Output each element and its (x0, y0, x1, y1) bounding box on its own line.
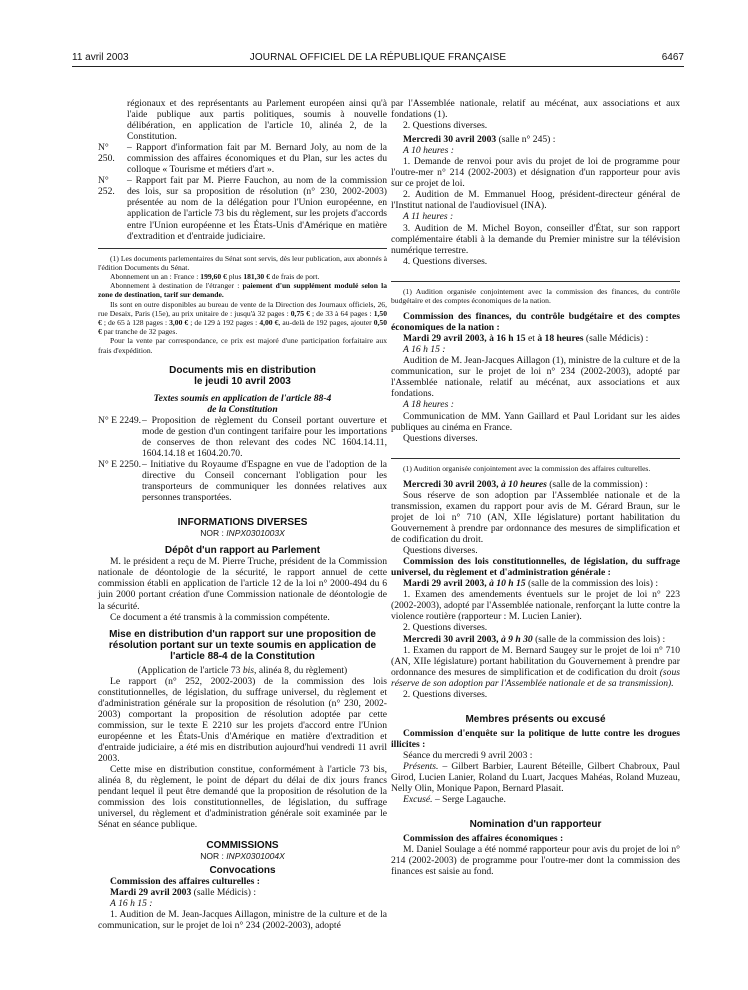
fn-text: Abonnement un an : France : (110, 272, 201, 282)
cont-questions: 2. Questions diverses. (403, 120, 488, 132)
lois-date-bold: Mercredi 30 avril 2003, (403, 633, 501, 645)
lois-date-1 (391, 578, 680, 589)
header-rule (72, 66, 684, 67)
footnote-subscription (98, 272, 387, 281)
lois-date-time: à 9 h 30 (500, 633, 533, 645)
lois-date-room: (salle de la commission des lois) : (525, 578, 659, 590)
fn-text: Ils sont en outre disponibles au bureau de vente de la Direction des Journaux officiels, 26, rue Desaix, Paris (15e), au prix unitaire de : jusqu'à 32 pages : (98, 299, 387, 318)
docs-subtitle-line-2: de la Constitution (207, 403, 278, 415)
doc-e2249-number: N° E 2249. (98, 414, 142, 426)
depot-title: Dépôt d'un rapport au Parlement (164, 545, 321, 557)
fin-date-room: (salle Médicis) : (583, 333, 649, 345)
docs-title-line-1: Documents mis en distribution (169, 364, 316, 376)
lois-date-room: (salle de la commission des lois) : (532, 633, 666, 645)
doc-252-number: N° 252. (98, 175, 115, 198)
mise-paragraph-1: Le rapport (n° 252, 2002-2003) de la commission des lois constitutionnelles, de législation, du suffrage universel, du règlement et d'administration générale sur la proposition de résolution (n° 230, 2002-2003) comportant la proposition de résolution adoptée par cette commission, sur le texte E 2210 sur les projets d'accord entre l'Union européenne et les États-Unis d'Amérique en matière d'extradition et d'entraide judiciaire, a été mis en distribution aujourd'hui vendredi 11 avril 2003. (98, 675, 387, 764)
left-column (98, 98, 387, 932)
lois-date-2 (391, 634, 680, 645)
lois-commission-title: Commission des lois constitutionnelles, de législation, du suffrage universel, du règlement et d'administration générale : (391, 556, 680, 579)
fn-bold-text: paiement d'un supplément modulé selon la zone de destination, tarif sur demande. (98, 281, 388, 300)
footnote-1: (1) Les documents parlementaires du Sénat sont servis, dès leur publication, aux abonnés à l'édition Documents du Sénat. (98, 253, 387, 272)
mise-title: Mise en distribution d'un rapport sur une proposition de résolution portant sur un texte soumis en application de l'article 88-4 de la Constitution (108, 628, 377, 662)
fn-price: 4,00 € (259, 318, 279, 328)
doc-250-number: N° 250. (98, 142, 115, 165)
cult-commission-title: Commission des affaires culturelles : (110, 876, 260, 888)
doc-250 (98, 142, 387, 175)
nor-label: NOR : (200, 528, 227, 539)
fin-wed-bold: Mercredi 30 avril 2003, (403, 478, 501, 490)
wed-item-2: 2. Audition de M. Emmanuel Hoog, président-directeur général de l'Institut national de l'audiovisuel (INA). (391, 189, 680, 212)
intro-continuation: régionaux et des représentants au Parlement européen ainsi qu'à l'aide publique aux partis politiques, soumis à nouvelle délibération, en application de l'article 10, alinéa 2, de la Constitution. (127, 98, 387, 143)
nor-reference-2 (98, 851, 387, 862)
header-page-number: 6467 (661, 52, 684, 63)
cont-paragraph: par l'Assemblée nationale, relatif au mécénat, aux associations et aux fondations (1). (391, 98, 680, 121)
presents-label: Présents. (403, 760, 439, 772)
mise-sub-text: , alinéa 8, du règlement) (254, 664, 348, 676)
lois-date-time: à 10 h 15 (489, 578, 526, 590)
enquete-presents (391, 761, 680, 794)
fn-text: ; de 33 à 64 pages : (309, 308, 374, 318)
fn-text: Abonnement à destination de l'étranger : (110, 281, 243, 291)
fn-price: 1,50 € (98, 308, 387, 328)
footnote-rule (391, 281, 680, 282)
fin-wed-paragraph: Sous réserve de son adoption par l'Assemblée nationale et de la transmission, examen du rapport pour avis de M. Gérard Braun, sur le projet de loi n° 710 (AN, XIIe législature) portant habilitation du Gouvernement à prendre par ordonnance des mesures de simplification et de codification du droit. (391, 489, 680, 546)
depot-paragraph-1: M. le président a reçu de M. Pierre Truche, président de la Commission nationale de déontologie de la sécurité, le rapport annuel de cette commission établi en application de l'article 12 de la loi n° 2000-494 du 6 juin 2000 portant création d'une Commission nationale de déontologie de la sécurité. (98, 556, 387, 612)
cult-date-room: (salle Médicis) : (191, 887, 257, 899)
depot-paragraph-2: Ce document a été transmis à la commission compétente. (110, 611, 330, 623)
fn-text: ; de 129 à 192 pages : (188, 318, 260, 328)
wed-date-bold: Mercredi 30 avril 2003 (403, 134, 497, 146)
wed-room: (salle n° 245) : (496, 134, 556, 146)
footnote-mail: Pour la vente par correspondance, ce prix est majoré d'une participation forfaitaire aux frais d'expédition. (98, 336, 387, 355)
fin-date (391, 333, 680, 344)
mise-subtitle (98, 665, 387, 676)
lois-item-1: 1. Examen des amendements éventuels sur le projet de loi n° 223 (2002-2003), adopté par l'Assemblée nationale, renforçant la lutte contre la violence routière (rapporteur : M. Lucien Lanier). (391, 589, 680, 623)
commissions-title: COMMISSIONS (206, 840, 279, 852)
mise-paragraph-2: Cette mise en distribution constitue, conformément à l'article 73 bis, alinéa 8, du règlement, le point de départ du délai de dix jours francs pendant lequel il peut être demandé que la proposition de résolution de la commission des lois constitutionnelles, de législation, du suffrage universel, du règlement et d'administration générale soit examinée par le Sénat en séance publique. (98, 764, 387, 831)
cult-time: A 16 h 15 : (110, 898, 153, 910)
enquete-seance: Séance du mercredi 9 avril 2003 : (403, 749, 533, 761)
excuse-label: Excusé. (403, 794, 433, 806)
header-date: 11 avril 2003 (72, 52, 129, 63)
fin-item-3: Questions diverses. (403, 432, 478, 444)
fin-date-bold: Mardi 29 avril 2003, à 16 h 15 (403, 333, 526, 345)
fn-text: , au-delà de 192 pages, ajouter (278, 318, 374, 328)
right-column (391, 98, 680, 877)
doc-e2249-text: – Proposition de règlement du Conseil portant ouverture et mode de gestion d'un contingent tarifaire pour les importations de conserves de thon relevant des codes NC 1604.14.11, 1604.14.18 et 1604.20.70. (142, 414, 387, 460)
membres-title: Membres présents ou excusé (465, 713, 606, 725)
fn-text: ; de 65 à 128 pages : (101, 318, 170, 328)
fn-text: par tranche de 32 pages. (101, 327, 178, 337)
fin-wed-questions: Questions diverses. (403, 545, 478, 557)
mise-sub-italic: bis (242, 664, 255, 676)
fin-item-2: Communication de MM. Yann Gaillard et Paul Loridant sur les aides publiques au cinéma en France. (391, 410, 680, 433)
wed-item-4: 4. Questions diverses. (403, 255, 488, 267)
fin-wed-date (391, 479, 680, 490)
footnote-abroad (98, 281, 387, 299)
footnote-rule (391, 458, 680, 459)
docs-subtitle-line-1: Textes soumis en application de l'article 88-4 (153, 392, 332, 404)
fin-commission-title: Commission des finances, du contrôle budgétaire et des comptes économiques de la nation : (391, 311, 680, 334)
doc-e2250-number: N° E 2250. (98, 459, 142, 471)
doc-e2249 (98, 415, 387, 459)
fn-price: 199,60 € (200, 272, 227, 282)
wed-item-3: 3. Audition de M. Michel Boyon, conseiller d'État, sur son rapport complémentaire établi à la demande du Premier ministre sur la télévision numérique terrestre. (391, 222, 680, 256)
doc-e2250 (98, 459, 387, 503)
lois-item-3 (391, 645, 680, 689)
footnote-prices (98, 300, 387, 337)
docs-title-line-2: le jeudi 10 avril 2003 (194, 375, 291, 387)
doc-252 (98, 175, 387, 241)
lois-item-3-italic: (sous réserve de son adoption par l'Assemblée nationale et de sa transmission). (391, 666, 680, 689)
footnote-b: (1) Audition organisée conjointement avec la commission des affaires culturelles. (403, 463, 651, 473)
nor-code: INPX0301004X (226, 851, 285, 862)
fin-wed-room: (salle de la commission) : (546, 478, 648, 490)
enquete-excuse (391, 794, 680, 805)
cult-date-bold: Mardi 29 avril 2003 (110, 887, 192, 899)
cult-item-1: 1. Audition de M. Jean-Jacques Aillagon, ministre de la culture et de la communication, sur le projet de loi n° 234 (2002-2003), adopté (98, 909, 387, 932)
lois-item-3-text: 1. Examen du rapport de M. Bernard Saugey sur le projet de loi n° 710 (AN, XIIe législature) portant habilitation du Gouvernement à prendre par ordonnance des mesures de simplification et de codification du droit (391, 644, 680, 678)
presents-names: – Gilbert Barbier, Laurent Béteille, Gilbert Chabroux, Paul Girod, Lucien Lanier, Roland du Luart, Jacques Mahéas, Roland Muzeau, Nelly Olin, Monique Papon, Bernard Plasait. (391, 760, 680, 795)
cult-date (98, 887, 387, 898)
header-title: JOURNAL OFFICIEL DE LA RÉPUBLIQUE FRANÇAISE (249, 52, 507, 63)
fn-price: 0,50 € (98, 318, 387, 337)
enquete-commission-title: Commission d'enquête sur la politique de lutte contre les drogues illicites : (391, 727, 680, 750)
nor-label: NOR : (200, 851, 227, 862)
doc-250-text: – Rapport d'information fait par M. Bernard Joly, au nom de la commission des affaires économiques et du Plan, sur les actes du colloque « Tourisme et métiers d'art ». (127, 142, 387, 176)
fn-price: 181,30 € (243, 272, 270, 282)
fin-date-bold: à 18 heures (537, 333, 584, 345)
fin-time-2: A 18 heures : (403, 399, 454, 411)
nor-reference-1 (98, 528, 387, 539)
lois-item-4: 2. Questions diverses. (403, 688, 488, 700)
footnote-rule (98, 248, 387, 249)
wed-item-1: 1. Demande de renvoi pour avis du projet de loi de programme pour l'outre-mer n° 214 (2002-2003) et désignation d'un rapporteur pour avis sur ce projet de loi. (391, 156, 680, 190)
convocations-title: Convocations (209, 865, 276, 877)
footnote-a: (1) Audition organisée conjointement avec la commission des finances, du contrôle budgétaire et des comptes économiques de la nation. (391, 286, 680, 305)
nor-code: INPX0301003X (226, 528, 285, 539)
doc-e2250-text: – Initiative du Royaume d'Espagne en vue de l'adoption de la directive du Conseil concernant l'obligation pour les transporteurs de communiquer les données relatives aux personnes transportées. (142, 459, 387, 504)
fn-price: 0,75 € (290, 308, 310, 318)
fn-text: de frais de port. (269, 272, 320, 282)
fin-item-1: Audition de M. Jean-Jacques Aillagon (1), ministre de la culture et de la communication, sur le projet de loi n° 234 (2002-2003), adopté par l'Assemblée nationale, relatif au mécénat, aux associations et aux fondations. (391, 355, 680, 400)
mise-sub-text: (Application de l'article 73 (137, 664, 243, 676)
fin-date-text: et (525, 333, 538, 345)
eco-paragraph: M. Daniel Soulage a été nommé rapporteur pour avis du projet de loi n° 214 (2002-2003) de programme pour l'outre-mer dont la commission des finances est saisie au fond. (391, 844, 680, 878)
nomination-title: Nomination d'un rapporteur (469, 819, 602, 831)
excuse-name: – Serge Lagauche. (432, 794, 506, 806)
fin-wed-time: à 10 heures (500, 478, 547, 490)
doc-252-text: – Rapport fait par M. Pierre Fauchon, au nom de la commission des lois, sur sa proposition de résolution (n° 230, 2002-2003) présentée au nom de la délégation pour l'Union européenne, en application de l'article 73 bis du règlement, sur les projets d'accords entre l'Union européenne et les États-Unis d'Amérique en matière d'extradition et d'entraide judiciaire. (127, 175, 387, 242)
fin-time-1: A 16 h 15 : (403, 344, 446, 356)
wed-time-2: A 11 heures : (403, 211, 454, 223)
lois-item-2: 2. Questions diverses. (403, 622, 488, 634)
info-title: INFORMATIONS DIVERSES (177, 517, 308, 529)
fn-price: 3,00 € (169, 318, 189, 328)
eco-commission-title: Commission des affaires économiques : (403, 833, 564, 845)
fn-text: plus (226, 272, 244, 282)
lois-date-bold: Mardi 29 avril 2003, (403, 578, 490, 590)
wed-date (391, 134, 680, 145)
wed-time-1: A 10 heures : (403, 145, 454, 157)
